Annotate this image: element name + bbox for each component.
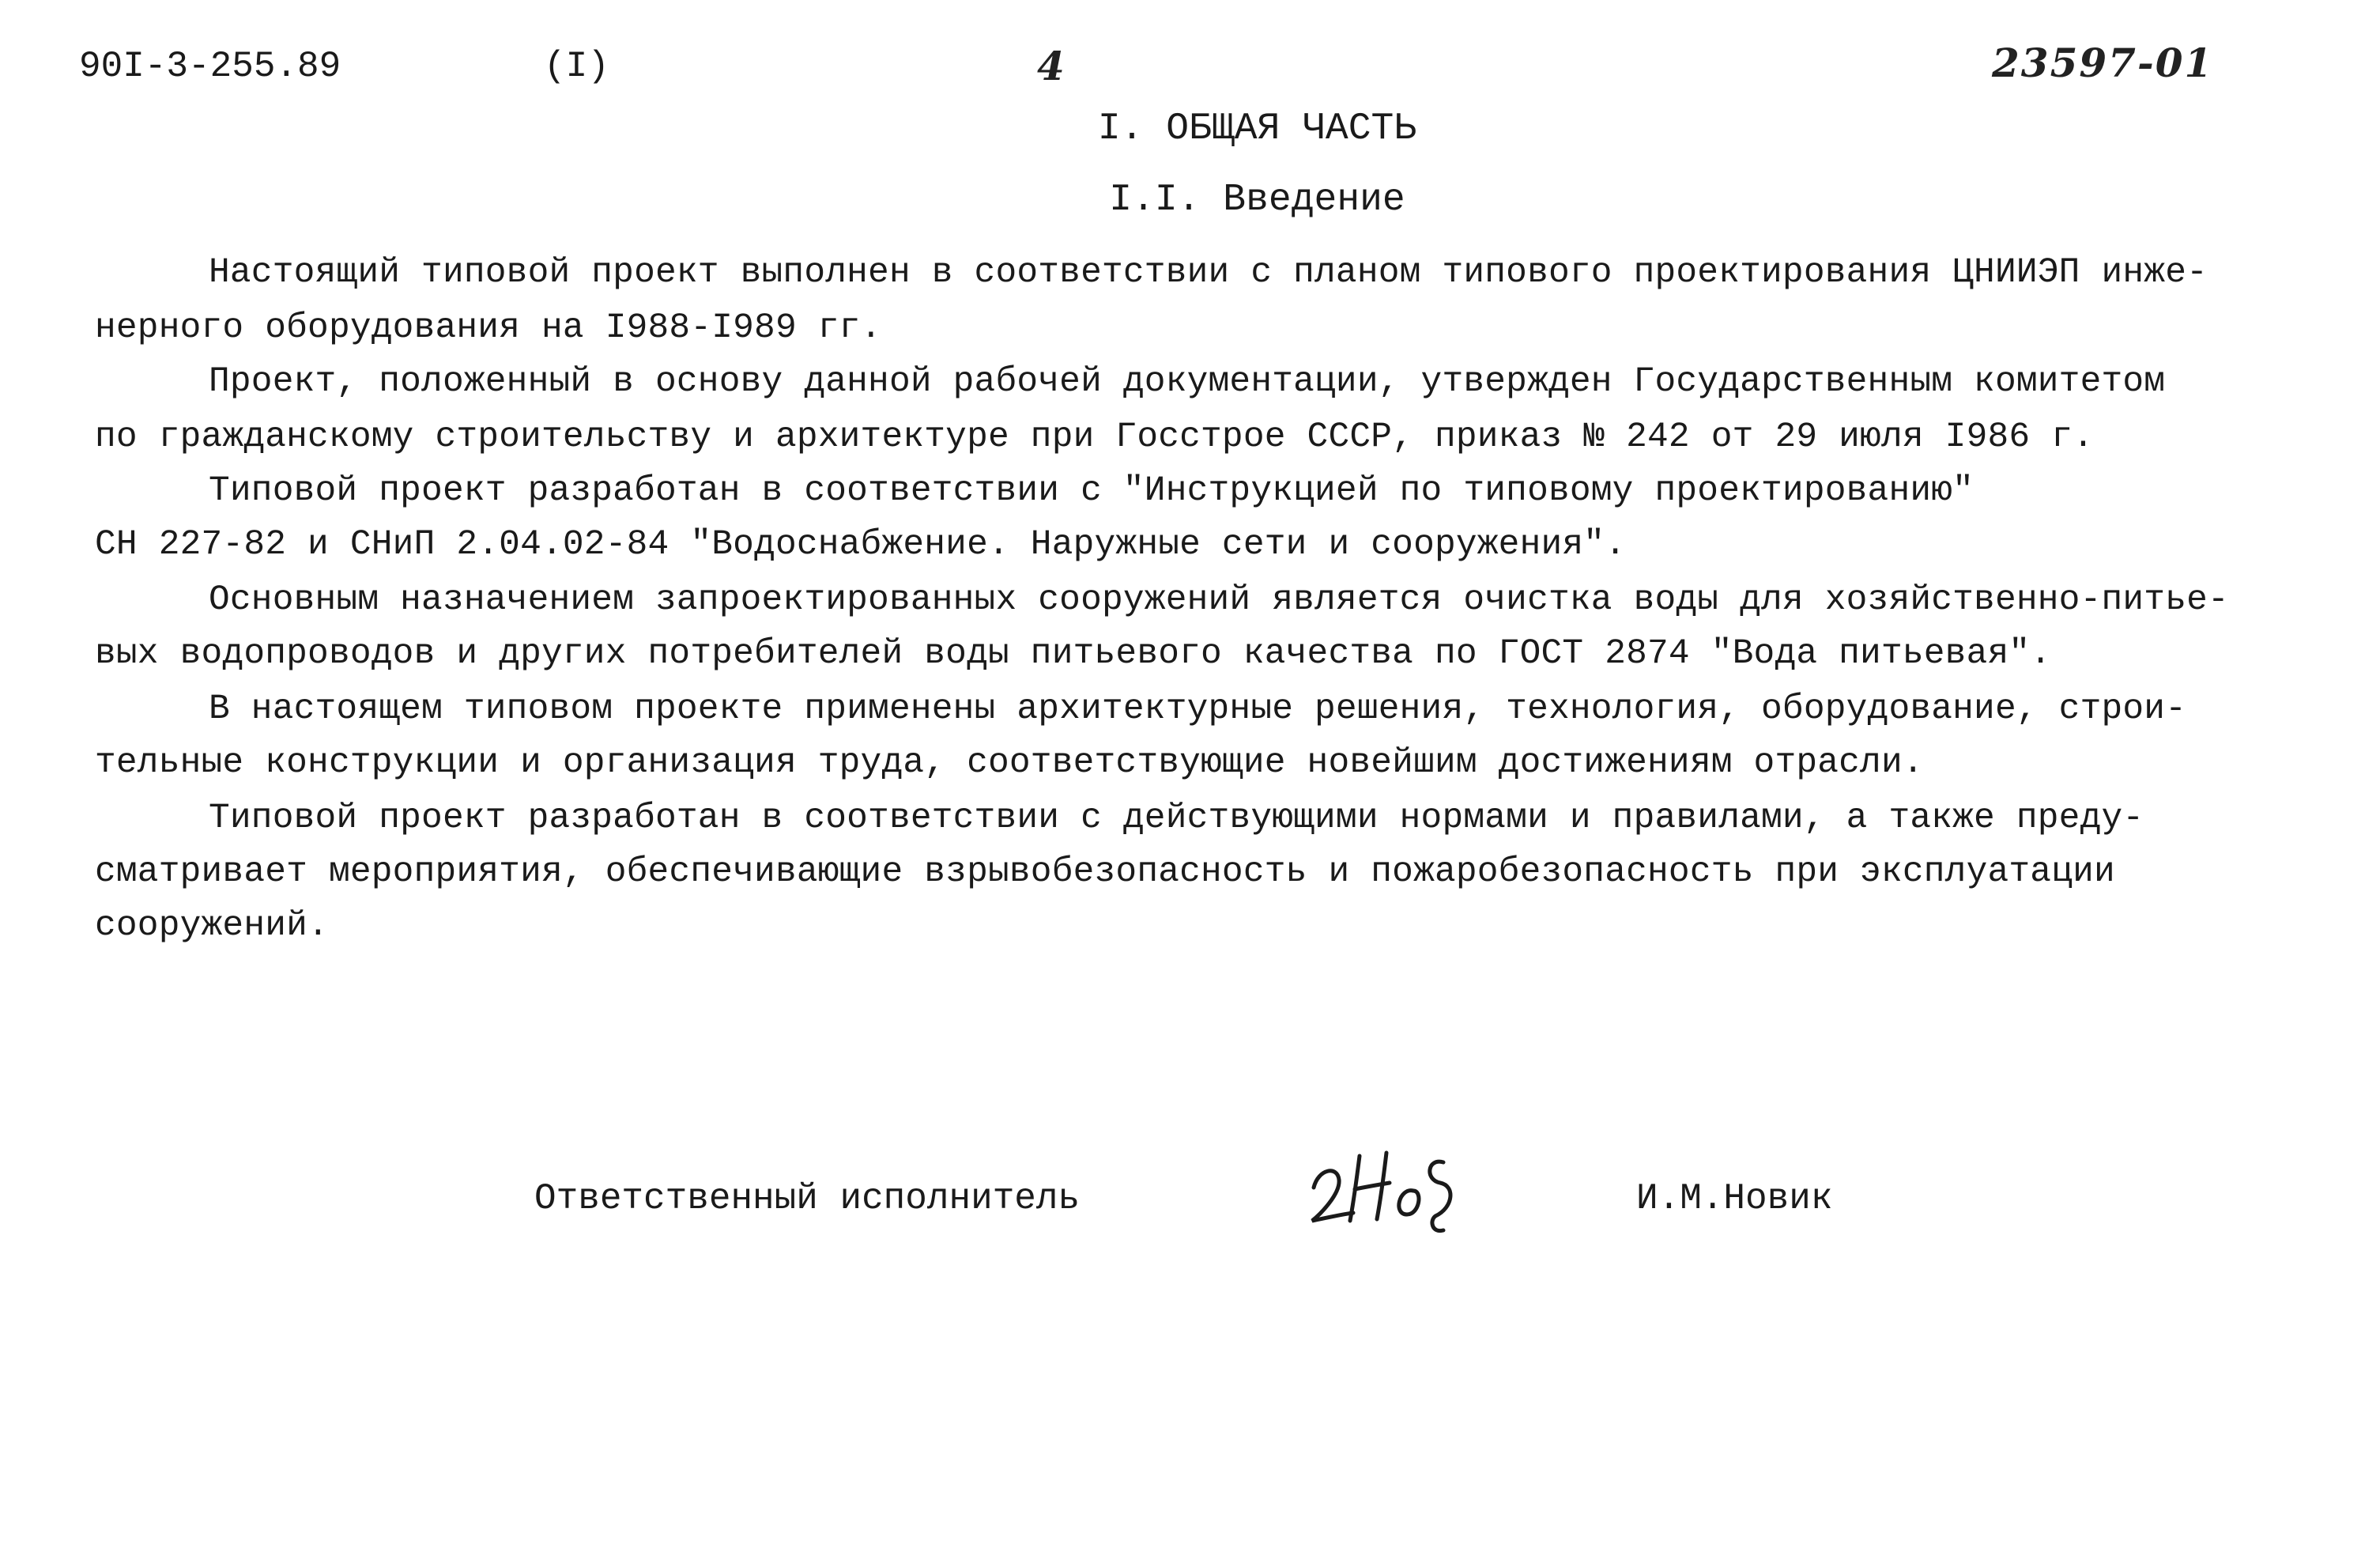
body-line: Типовой проект разработан в соответствии с действующими нормами и правилами, а также преду- [209,799,2144,838]
section-title: I. ОБЩАЯ ЧАСТЬ [1097,108,1417,150]
page-number: 4 [1037,43,1065,89]
body-line: тельные конструкции и организация труда, соответствующие новейшим достижениям отрасли. [95,743,1924,783]
handwritten-signature [1304,1139,1478,1241]
body-line: Проект, положенный в основу данной рабочей документации, утвержден Государственным комитетом [209,362,2166,402]
body-line: сооружений. [95,906,329,946]
archive-number: 23597-01 [1992,40,2214,86]
body-line: В настоящем типовом проекте применены архитектурные решения, технология, оборудование, строи- [209,689,2187,729]
body-line: нерного оборудования на I988-I989 гг. [95,308,882,348]
body-line: сматривает мероприятия, обеспечивающие взрывобезопасность и пожаробезопасность при эксплуатации [95,852,2115,892]
volume-number: (I) [544,46,609,87]
subsection-title: I.I. Введение [1109,179,1405,221]
body-line: по гражданскому строительству и архитектуре при Госстрое СССР, приказ № 242 от 29 июля I986 г. [95,417,2095,457]
body-line: вых водопроводов и других потребителей воды питьевого качества по ГОСТ 2874 "Вода питьевая". [95,634,2052,674]
body-line: СН 227-82 и СНиП 2.04.02-84 "Водоснабжение. Наружные сети и сооружения". [95,525,1627,565]
body-line: Типовой проект разработан в соответствии с "Инструкцией по типовому проектированию" [209,471,1975,511]
body-line: Настоящий типовой проект выполнен в соответствии с планом типового проектирования ЦНИИЭП инже- [209,253,2208,293]
signer-name: И.М.Новик [1636,1178,1833,1219]
signature-role: Ответственный исполнитель [534,1178,1081,1219]
body-line: Основным назначением запроектированных сооружений является очистка воды для хозяйственно-питье- [209,580,2229,620]
document-code: 90I-3-255.89 [79,46,341,87]
